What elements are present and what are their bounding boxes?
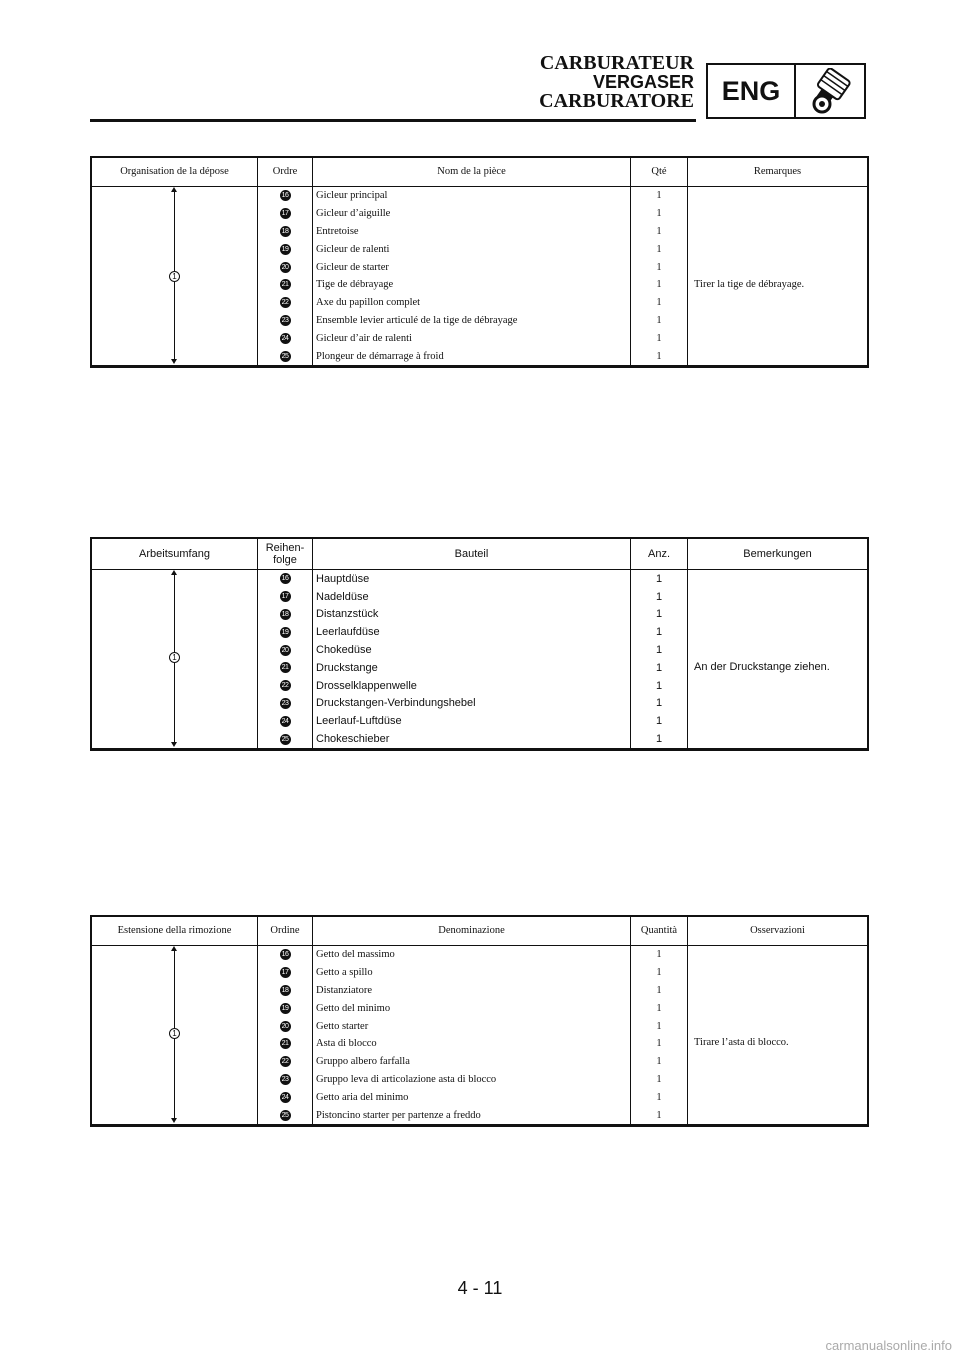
remarks-column [688, 570, 867, 748]
col-qty-header: Anz. [631, 539, 688, 569]
col-qty-header: Qté [631, 158, 688, 186]
list-item: 1 [656, 949, 662, 961]
list-item: 18 [258, 223, 312, 241]
list-item: 16 [258, 187, 312, 205]
list-item: 25 [258, 1106, 312, 1124]
list-item: 1 [656, 243, 662, 255]
section-badge [706, 63, 866, 119]
col-scope-header: Arbeitsumfang [92, 539, 258, 569]
scope-column [92, 187, 258, 365]
table-body [92, 187, 867, 365]
order-column [258, 187, 313, 365]
col-remarks-header: Osservazioni [750, 925, 805, 936]
removal-table-french [90, 156, 869, 368]
list-item: 22 [258, 294, 312, 312]
list-item: Druckstange [316, 661, 378, 674]
list-item: 25 [258, 347, 312, 365]
name-column [313, 570, 631, 748]
list-item: 23 [258, 312, 312, 330]
list-item: 18 [258, 982, 312, 1000]
list-item: 1 [656, 190, 662, 202]
list-item: 1 [655, 644, 663, 657]
list-item: 1 [656, 314, 662, 326]
col-qty-header: Quantità [631, 917, 688, 945]
remark-text: Tirer la tige de débrayage. [694, 279, 805, 290]
scope-column [92, 946, 258, 1124]
table-header [92, 539, 867, 570]
list-item: 1 [656, 1002, 662, 1014]
list-item: 16 [258, 570, 312, 588]
remark-text: Tirare l’asta di blocco. [694, 1037, 789, 1048]
col-name-header: Nom de la pièce [313, 158, 631, 186]
list-item: 17 [258, 964, 312, 982]
list-item: 19 [258, 623, 312, 641]
col-name-header: Denominazione [313, 917, 631, 945]
table-header [92, 917, 867, 946]
list-item: Gicleur de ralenti [316, 243, 390, 255]
list-item: 24 [258, 329, 312, 347]
list-item: 1 [656, 1073, 662, 1085]
list-item: Chokeschieber [316, 733, 390, 746]
scope-marker: 1 [169, 1028, 180, 1039]
removal-table-german [90, 537, 869, 751]
list-item: Getto aria del minimo [316, 1091, 409, 1103]
list-item: Gicleur d’air de ralenti [316, 332, 412, 344]
scope-marker: 1 [169, 271, 180, 282]
col-scope-header: Estensione della rimozione [92, 917, 258, 945]
list-item: 1 [655, 661, 663, 674]
list-item: Axe du papillon complet [316, 297, 421, 309]
title-french: CARBURATEUR [539, 52, 694, 74]
page-number: 4 - 11 [457, 1278, 503, 1298]
list-item: Gicleur principal [316, 190, 388, 202]
remarks-column [688, 187, 867, 365]
header-rule [90, 119, 696, 122]
list-item: 20 [258, 1017, 312, 1035]
page-header-titles [539, 54, 694, 111]
list-item: 21 [258, 276, 312, 294]
col-scope-header: Organisation de la dépose [92, 158, 258, 186]
list-item: 1 [656, 225, 662, 237]
list-item: Tige de débrayage [316, 279, 394, 291]
list-item: Getto starter [316, 1020, 369, 1032]
scope-column [92, 570, 258, 748]
arrow-down-icon [171, 359, 177, 364]
list-item: 1 [655, 679, 663, 692]
list-item: Asta di blocco [316, 1038, 377, 1050]
list-item: Druckstangen-Verbindungshebel [316, 697, 476, 710]
list-item: Chokedüse [316, 644, 372, 657]
list-item: 1 [655, 572, 663, 585]
list-item: 1 [656, 1109, 662, 1121]
arrow-down-icon [171, 1118, 177, 1123]
col-order-header: Reihen- folge [258, 539, 313, 569]
table-body [92, 946, 867, 1124]
list-item: 1 [656, 1020, 662, 1032]
list-item: 1 [656, 297, 662, 309]
list-item: 1 [655, 608, 663, 621]
list-item: Leerlauf-Luftdüse [316, 715, 402, 728]
col-remarks-header: Bemerkungen [743, 548, 812, 560]
list-item: Hauptdüse [316, 572, 370, 585]
list-item: 22 [258, 1053, 312, 1071]
list-item: Leerlaufdüse [316, 626, 380, 639]
list-item: 19 [258, 999, 312, 1017]
col-order-header: Ordine [258, 917, 313, 945]
list-item: 23 [258, 1071, 312, 1089]
list-item: 1 [656, 350, 662, 362]
list-item: 21 [258, 1035, 312, 1053]
remark-text: An der Druckstange ziehen. [694, 661, 830, 673]
name-column [313, 187, 631, 365]
title-german: VERGASER [592, 72, 694, 92]
qty-column [631, 946, 688, 1124]
list-item: Getto del minimo [316, 1002, 391, 1014]
scope-marker: 1 [169, 652, 180, 663]
arrow-down-icon [171, 742, 177, 747]
list-item: 20 [258, 258, 312, 276]
list-item: 16 [258, 946, 312, 964]
list-item: Pistoncino starter per partenze a freddo [316, 1109, 481, 1121]
list-item: Gicleur de starter [316, 261, 389, 273]
qty-column [631, 570, 688, 748]
list-item: 1 [656, 984, 662, 996]
remarks-column [688, 946, 867, 1124]
col-order-header: Ordre [258, 158, 313, 186]
list-item: 17 [258, 588, 312, 606]
list-item: 1 [656, 332, 662, 344]
list-item: 24 [258, 712, 312, 730]
list-item: 1 [655, 626, 663, 639]
list-item: 1 [655, 715, 663, 728]
list-item: 1 [656, 1038, 662, 1050]
list-item: Ensemble levier articulé de la tige de débrayage [316, 314, 518, 326]
list-item: 21 [258, 659, 312, 677]
list-item: Distanziatore [316, 984, 372, 996]
list-item: Drosselklappenwelle [316, 679, 417, 692]
col-name-header: Bauteil [313, 539, 631, 569]
list-item: 18 [258, 606, 312, 624]
list-item: 1 [655, 733, 663, 746]
table-header [92, 158, 867, 187]
list-item: 17 [258, 205, 312, 223]
watermark: carmanualsonline.info [825, 1338, 952, 1353]
list-item: Plongeur de démarrage à froid [316, 350, 444, 362]
list-item: Gruppo leva di articolazione asta di blocco [316, 1073, 497, 1085]
list-item: 23 [258, 695, 312, 713]
list-item: 1 [656, 967, 662, 979]
list-item: Gicleur d’aiguille [316, 208, 391, 220]
list-item: Entretoise [316, 225, 359, 237]
list-item: 22 [258, 677, 312, 695]
list-item: 19 [258, 240, 312, 258]
list-item: 1 [655, 697, 663, 710]
list-item: Nadeldüse [316, 590, 369, 603]
list-item: 1 [656, 208, 662, 220]
list-item: 1 [656, 1091, 662, 1103]
list-item: 25 [258, 730, 312, 748]
table-body [92, 570, 867, 748]
col-remarks-header: Remarques [753, 166, 802, 177]
list-item: 1 [656, 1056, 662, 1068]
list-item: Getto a spillo [316, 967, 373, 979]
order-column [258, 946, 313, 1124]
name-column [313, 946, 631, 1124]
qty-column [631, 187, 688, 365]
list-item: 1 [656, 261, 662, 273]
list-item: 1 [656, 279, 662, 291]
list-item: Distanzstück [316, 608, 379, 621]
list-item: 1 [655, 590, 663, 603]
order-column [258, 570, 313, 748]
title-italian: CARBURATORE [539, 90, 694, 112]
removal-table-italian [90, 915, 869, 1127]
list-item: Gruppo albero farfalla [316, 1056, 410, 1068]
list-item: Getto del massimo [316, 949, 395, 961]
engine-icon [796, 65, 864, 117]
section-label: ENG [708, 65, 796, 117]
list-item: 24 [258, 1088, 312, 1106]
list-item: 20 [258, 641, 312, 659]
